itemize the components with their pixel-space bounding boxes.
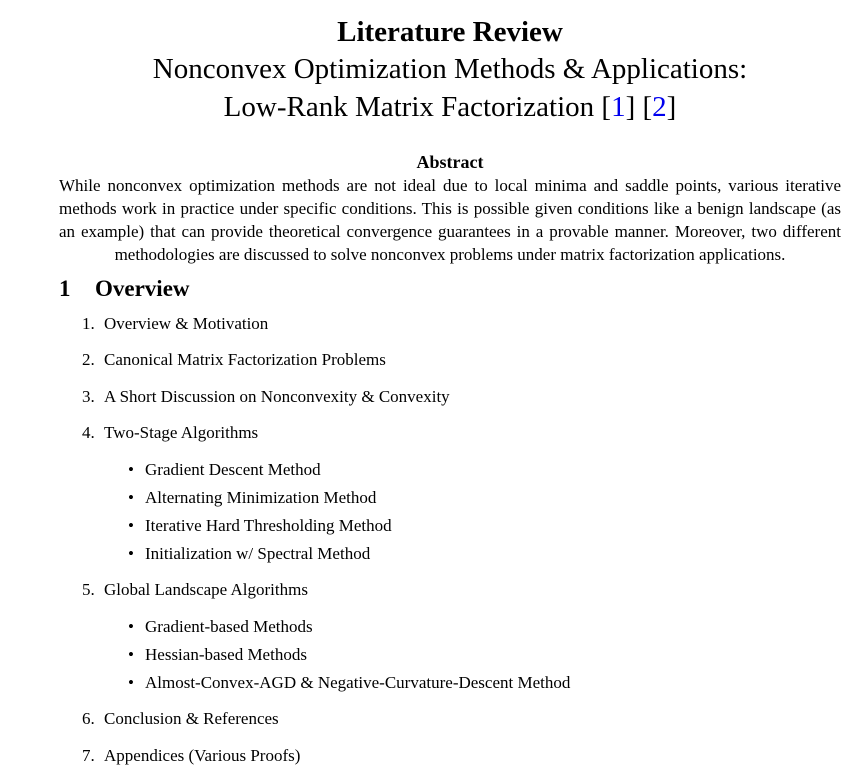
outline-item-label: Overview & Motivation: [104, 314, 269, 333]
outline-item: [82, 349, 386, 371]
outline-subitem: [128, 515, 392, 537]
outline-subitem-label: Iterative Hard Thresholding Method: [145, 516, 392, 535]
outline-item: [82, 745, 300, 767]
section-number: 1: [59, 276, 71, 301]
bullet-icon: •: [128, 673, 134, 692]
outline-item-number: 4.: [82, 423, 95, 442]
section-title: Overview: [95, 276, 190, 301]
outline-subitem: [128, 487, 376, 509]
outline-subitem-label: Alternating Minimization Method: [145, 488, 377, 507]
outline-item-label: Appendices (Various Proofs): [104, 746, 301, 765]
bullet-icon: •: [128, 460, 134, 479]
outline-item-number: 1.: [82, 314, 95, 333]
outline-item: [82, 708, 279, 730]
bullet-icon: •: [128, 617, 134, 636]
outline-item-label: Canonical Matrix Factorization Problems: [104, 350, 386, 369]
bullet-icon: •: [128, 516, 134, 535]
outline-item-number: 5.: [82, 580, 95, 599]
outline-subitem: [128, 616, 313, 638]
outline-subitem-label: Gradient Descent Method: [145, 460, 321, 479]
abstract: [59, 150, 841, 266]
title-block: [0, 14, 864, 126]
outline-subitem: [128, 672, 570, 694]
bullet-icon: •: [128, 544, 134, 563]
abstract-text: While nonconvex optimization methods are not ideal due to local minima and saddle points, various iterative methods work in practice under specific conditions. This is possible given conditions like a benign landscape (as an example) that can provide theoretical convergence guarantees in a provable manner. Moreover, two different methodologies are discussed to solve nonconvex problems under matrix factorization applications.: [59, 176, 841, 264]
paper-subtitle-line-2: Low-Rank Matrix Factorization [1] [2]: [223, 91, 677, 123]
outline-item-label: Two-Stage Algorithms: [104, 423, 259, 442]
outline-item-label: Global Landscape Algorithms: [104, 580, 308, 599]
abstract-heading: Abstract: [416, 152, 484, 172]
subtitle-text: Low-Rank Matrix Factorization: [223, 91, 595, 123]
outline-item: [82, 579, 308, 601]
citation-link-2[interactable]: 2: [652, 91, 667, 123]
paper-subtitle-line-1: Nonconvex Optimization Methods & Applications:: [152, 53, 748, 85]
outline-subitem-label: Gradient-based Methods: [145, 617, 313, 636]
outline-subitem-label: Initialization w/ Spectral Method: [145, 544, 371, 563]
outline-subitem-label: Almost-Convex-AGD & Negative-Curvature-Descent Method: [145, 673, 571, 692]
outline-subitem: [128, 459, 321, 481]
outline-item: [82, 422, 258, 444]
outline-item: [82, 313, 268, 335]
outline-subitem: [128, 543, 370, 565]
outline-item-number: 7.: [82, 746, 95, 765]
outline-item-number: 6.: [82, 709, 95, 728]
outline-item-label: Conclusion & References: [104, 709, 279, 728]
citation-link-1[interactable]: 1: [611, 91, 626, 123]
outline-item-number: 3.: [82, 387, 95, 406]
section-heading: [59, 274, 190, 304]
paper-title: Literature Review: [337, 16, 563, 48]
bullet-icon: •: [128, 645, 134, 664]
outline-subitem: [128, 644, 307, 666]
outline-item: [82, 386, 450, 408]
outline-item-number: 2.: [82, 350, 95, 369]
bullet-icon: •: [128, 488, 134, 507]
outline-subitem-label: Hessian-based Methods: [145, 645, 307, 664]
outline-item-label: A Short Discussion on Nonconvexity & Convexity: [104, 387, 450, 406]
